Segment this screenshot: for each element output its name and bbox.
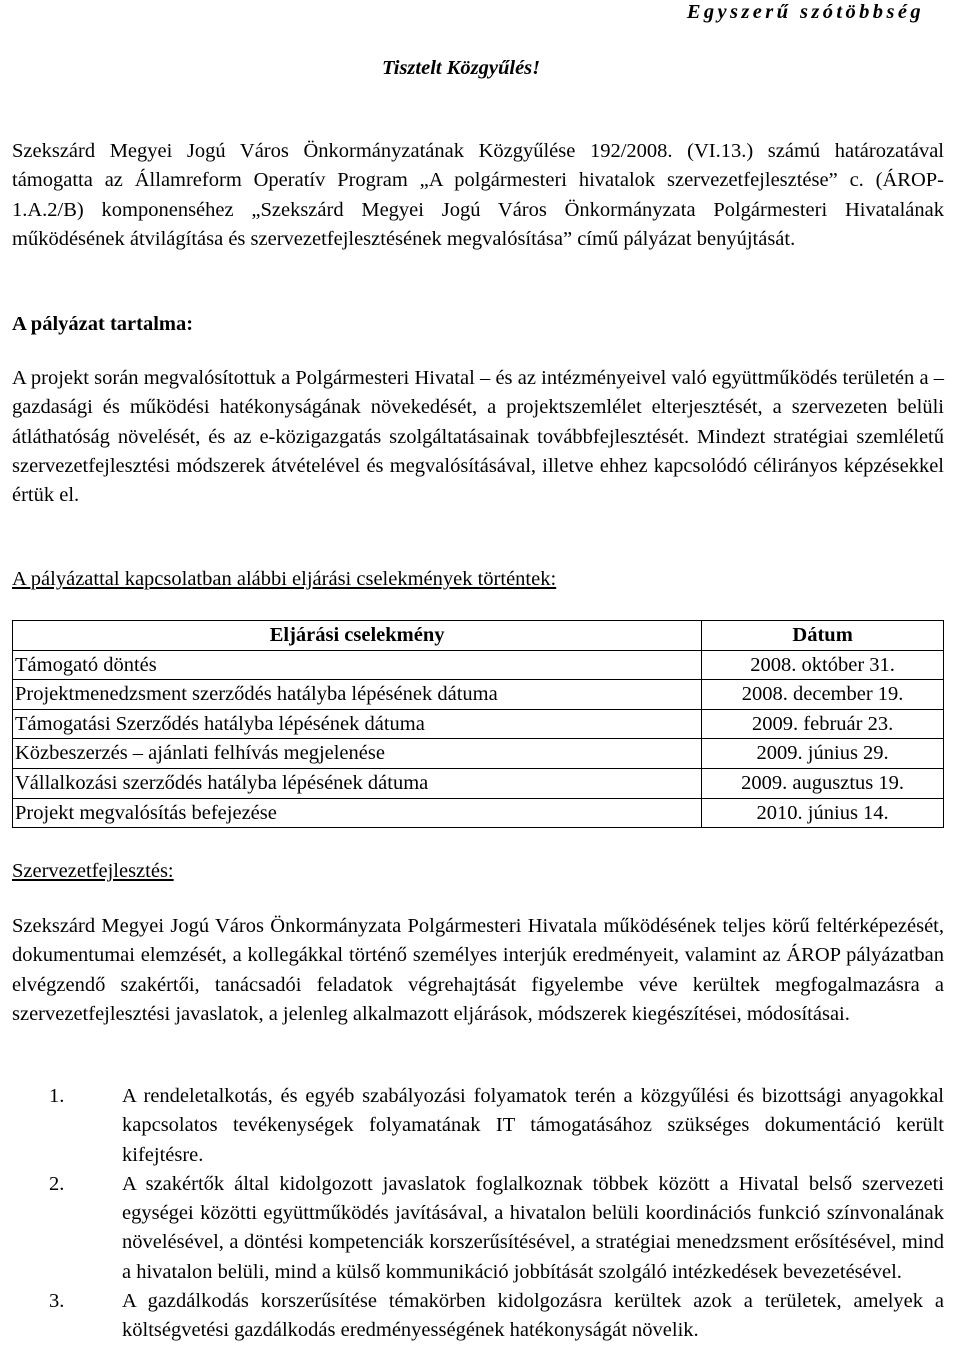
list-item-number: 3. <box>49 1290 65 1313</box>
org-development-heading: Szervezetfejlesztés: <box>12 860 174 882</box>
date-cell: 2008. december 19. <box>702 680 944 710</box>
column-header-date: Dátum <box>702 621 944 651</box>
salutation: Tisztelt Közgyűlés! <box>382 57 541 79</box>
table-header-row <box>13 621 944 651</box>
intro-paragraph: Szekszárd Megyei Jogú Város Önkormányzatának Közgyűlése 192/2008. (VI.13.) számú határozatával támogatta az Államreform Operatív Program „A polgármesteri hivatalok szervezetfejlesztése” c. (ÁROP-1.A.2/B) komponenséhez „Szekszárd Megyei Jogú Város Önkormányzata Polgármesteri Hivatalának működésének átvilágítása és szervezetfejlesztésének megvalósítása” című pályázat benyújtását. <box>12 140 944 250</box>
date-cell: 2008. október 31. <box>702 650 944 680</box>
date-cell: 2009. február 23. <box>702 709 944 739</box>
date-cell: 2009. augusztus 19. <box>702 768 944 798</box>
list-item-number: 1. <box>49 1085 65 1107</box>
action-cell: Vállalkozási szerződés hatályba lépésének dátuma <box>13 768 702 798</box>
action-cell: Közbeszerzés – ajánlati felhívás megjelenése <box>13 739 702 769</box>
list-item-text: A szakértők által kidolgozott javaslatok foglalkoznak többek között a Hivatal belső szervezeti egységei közötti együttműködés javításával, a hivatalon belüli koordinációs funkció színvonalának növelésével, a döntési kompetenciák korszerűsítésével, a stratégiai menedzsment erősítésével, mind a hivatalon belüli, mind a külső kommunikáció jobbítását szolgáló intézkedések bevezetésével. <box>122 1172 944 1283</box>
table-row <box>13 680 944 710</box>
table-row <box>13 798 944 828</box>
table-row <box>13 650 944 680</box>
action-cell: Támogatási Szerződés hatályba lépésének dátuma <box>13 709 702 739</box>
org-development-paragraph: Szekszárd Megyei Jogú Város Önkormányzata Polgármesteri Hivatala működésének teljes körű feltérképezését, dokumentumai elemzését, a kollegákkal történő személyes interjúk eredményeit, valamint az ÁROP pályázatban elvégzendő szakértői, tanácsadói feladatok végrehajtását figyelembe véve kerültek megfogalmazásra a szervezetfejlesztési javaslatok, a jelenleg alkalmazott eljárások, módszerek kiegészítései, módosításai. <box>12 915 944 1025</box>
list-item <box>12 1170 944 1287</box>
list-item-text: A gazdálkodás korszerűsítése témakörben kidolgozásra kerültek azok a területek, amelyek a költségvetési gazdálkodás eredményességének hatékonyságát növelik. <box>122 1290 944 1342</box>
procedures-table <box>12 620 944 828</box>
list-item <box>12 1082 944 1170</box>
table-row <box>13 768 944 798</box>
table-row <box>13 709 944 739</box>
table-row <box>13 739 944 769</box>
list-item-text: A rendeletalkotás, és egyéb szabályozási folyamatok terén a közgyűlési és bizottsági anyagokkal kapcsolatos tevékenységek folyamatának IT támogatásához szükséges dokumentáció került kifejtésre. <box>122 1085 944 1166</box>
date-cell: 2009. június 29. <box>702 739 944 769</box>
majority-requirement: Egyszerű szótöbbség <box>686 1 924 23</box>
action-cell: Projektmenedzsment szerződés hatályba lépésének dátuma <box>13 680 702 710</box>
list-item-number: 2. <box>49 1172 65 1195</box>
column-header-action: Eljárási cselekmény <box>13 621 702 651</box>
date-cell: 2010. június 14. <box>702 798 944 828</box>
list-item <box>12 1287 944 1346</box>
content-paragraph: A projekt során megvalósítottuk a Polgármesteri Hivatal – és az intézményeivel való együttműködés területén a – gazdasági és működési hatékonyságának növekedését, a projektszemlélet elterjesztését, a szervezeten belüli átláthatóság növelését, és az e-közigazgatás szolgáltatásainak továbbfejlesztését. Mindezt stratégiai szemléletű szervezetfejlesztési módszerek átvételével és megvalósításával, illetve ehhez kapcsolódó célirányos képzésekkel értük el. <box>12 367 944 507</box>
procedures-heading: A pályázattal kapcsolatban alábbi eljárási cselekmények történtek: <box>12 568 557 590</box>
content-heading: A pályázat tartalma: <box>12 313 194 335</box>
action-cell: Projekt megvalósítás befejezése <box>13 798 702 828</box>
action-cell: Támogató döntés <box>13 650 702 680</box>
findings-list <box>12 1082 944 1346</box>
